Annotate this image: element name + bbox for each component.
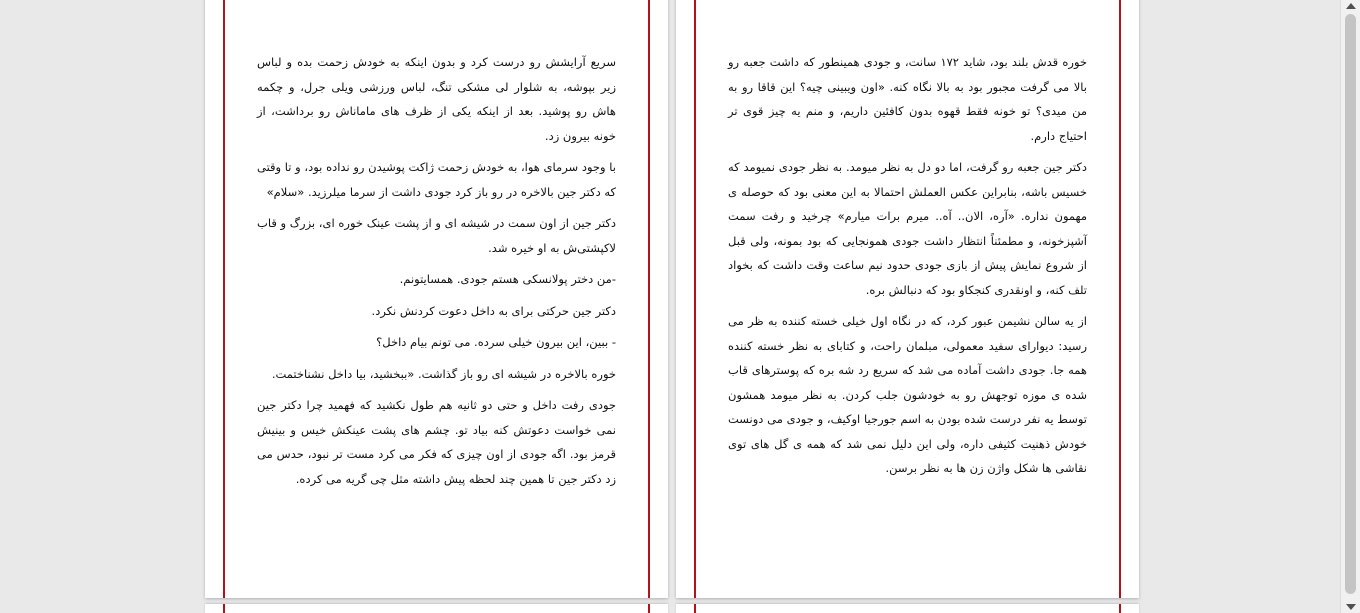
margin-line-left xyxy=(223,604,225,613)
document-page-left xyxy=(205,0,668,598)
page-text xyxy=(257,50,616,498)
page-text xyxy=(728,50,1087,488)
margin-line-left xyxy=(694,604,696,613)
margin-line-right xyxy=(648,0,650,598)
paragraph: خوره قدش بلند بود، شاید ۱۷۲ سانت، و جودی همینطور که داشت جعبه رو بالا می گرفت مجبور بود به بالا نگاه کنه. «اون ویبینی چیه؟ این قاقا رو به من میدی؟ تو خونه فقط قهوه بدون کافئین داریم، و منم یه چیز قوی تر احتیاج دارم. xyxy=(728,55,1087,143)
paragraph: دکتر جین از اون سمت در شیشه ای و از پشت عینک خوره ای، بزرگ و قاب لاکپشتی‌ش به او خیره شد. xyxy=(257,216,616,255)
document-page-right xyxy=(676,0,1139,598)
paragraph: دکتر جین حرکتی برای به داخل دعوت کردنش نکرد. xyxy=(371,303,616,318)
margin-line-left xyxy=(694,0,696,598)
paragraph: - ببین، این بیرون خیلی سرده. می تونم بیام داخل؟ xyxy=(376,335,616,349)
next-page-left-edge xyxy=(205,604,668,613)
margin-line-right xyxy=(1119,0,1121,598)
margin-line-right xyxy=(1119,604,1121,613)
paragraph: جودی رفت داخل و حتی دو ثانیه هم طول نکشید که فهمید چرا دکتر جین نمی خواست دعوتش کنه بیاد تو. چشم های پشت عینکش خیس و بینیش قرمز بود. اگه جودی از اون چیزی که فکر می کرد مست تر نبود، حدس می زد دکتر جین تا همین چند لحظه پیش داشته مثل چی گریه می کرده. xyxy=(257,398,616,486)
paragraph: دکتر جین جعبه رو گرفت، اما دو دل به نظر میومد. به نظر جودی نمیومد که خسیس باشه، بنابراین عکس العملش احتمالا به این معنی بود که حوصله ی مهمون نداره. «آره، الان.. آه.. میرم برات میارم» چرخید و رفت سمت آشپزخونه، و مطمئناً انتظار داشت جودی همونجایی که بود بمونه، ولی قبل از شروع نمایش پیش از بازی جودی حدود نیم ساعت وقت داشت که بخواد تلف کنه، و اونقدری کنجکاو بود که دنبالش بره. xyxy=(728,160,1087,297)
margin-line-right xyxy=(648,604,650,613)
paragraph: با وجود سرمای هوا، به خودش زحمت ژاکت پوشیدن رو نداده بود، و تا وقتی که دکتر جین بالاخره در رو باز کرد جودی داشت از سرما میلرزید. «سلام» xyxy=(257,160,616,199)
paragraph: -من دختر پولانسکی هستم جودی. همسایتونم. xyxy=(399,272,616,286)
vertical-scrollbar[interactable] xyxy=(1340,0,1360,613)
paragraph: سریع آرایشش رو درست کرد و بدون اینکه به خودش زحمت بده و لباس زیر بپوشه، به شلوار لی مشکی تنگ، لباس ورزشی ویلی جرل، و چکمه هاش رو پوشید. بعد از اینکه یکی از ظرف های ماماناش رو برداشت، از خونه بیرون زد. xyxy=(257,55,616,143)
margin-line-left xyxy=(223,0,225,598)
scroll-up-arrow-icon[interactable] xyxy=(1346,3,1356,9)
scrollbar-thumb[interactable] xyxy=(1345,14,1356,594)
next-page-right-edge xyxy=(676,604,1139,613)
paragraph: خوره بالاخره در شیشه ای رو باز گذاشت. «ببخشید، بیا داخل نشناختمت. xyxy=(271,366,616,381)
scroll-down-arrow-icon[interactable] xyxy=(1346,604,1356,610)
paragraph: از یه سالن نشیمن عبور کرد، که در نگاه اول خیلی خسته کننده به ظر می رسید: دیوارای سفید معمولی، مبلمان راحت، و کتابای به نظر خسته کننده همه جا. جودی داشت آماده می شد که سریع رد شه بره که پوسترهای قاب شده ی موزه توجهش رو به خودشون جلب کردن. به نظر میومد همشون توسط یه نفر درست شده بودن به اسم جورجیا اوکیف، و جودی می دونست خودش ذهنیت کثیفی داره، ولی این دلیل نمی شد که همه ی گل های توی نقاشی ها شکل واژن زن ها به نظر برسن. xyxy=(728,314,1087,475)
